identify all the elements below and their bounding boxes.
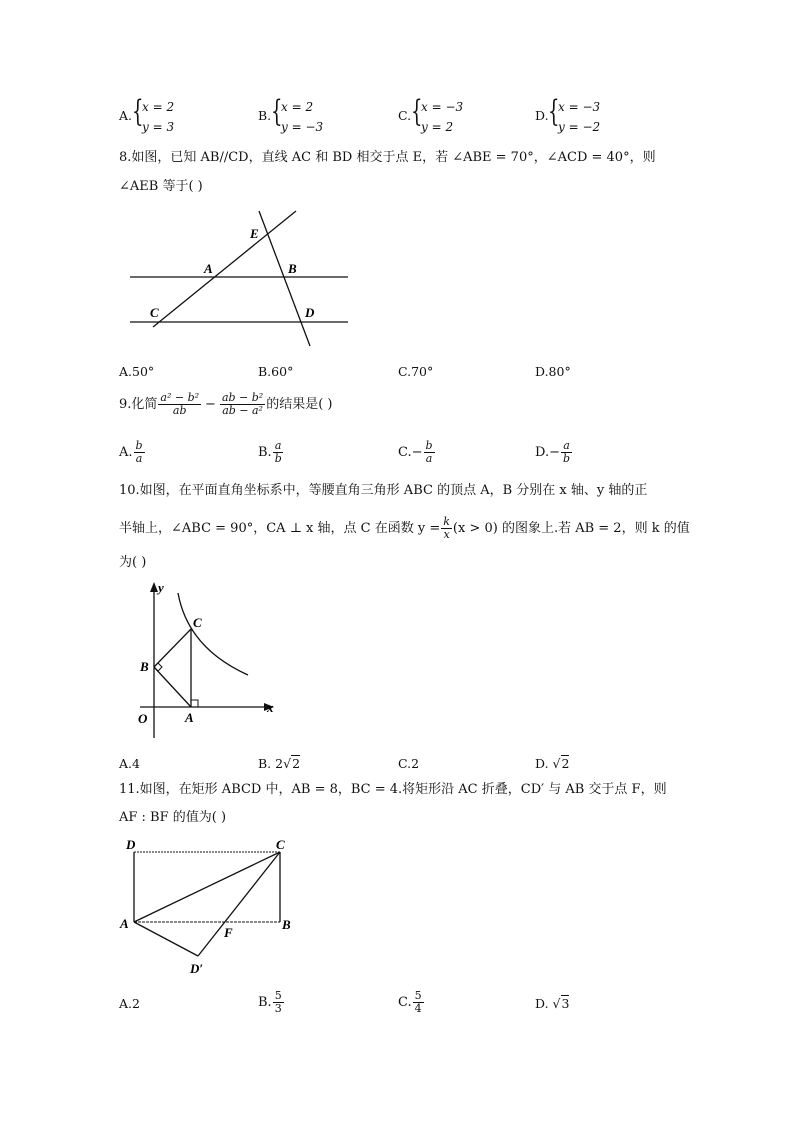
q9-option-c (398, 440, 436, 465)
label-c: C (193, 615, 202, 630)
q10-stem-line3: 为( ) (119, 555, 147, 570)
q9-prefix: 9.化简 (119, 396, 158, 412)
segment-ac (134, 852, 280, 922)
brace: { (271, 94, 283, 129)
q10-stem-line1: 10.如图，在平面直角坐标系中，等腰直角三角形 ABC 的顶点 A，B 分别在 x 轴、y 轴的正 (119, 483, 648, 498)
fraction-numerator: ab − b² (221, 391, 264, 404)
label-a: A (204, 261, 213, 276)
y-axis-arrow (150, 582, 158, 592)
eq-line: x = 2 (142, 100, 175, 114)
option-fraction (561, 440, 572, 465)
q11-option-b (258, 990, 285, 1015)
brace: { (132, 94, 144, 129)
q8-option-b: B.60° (258, 364, 294, 379)
option-text: D. (535, 996, 553, 1011)
sqrt-icon: √ (283, 756, 292, 771)
option-letter: A. (119, 444, 133, 460)
label-b: B (140, 659, 149, 674)
label-a: A (185, 710, 194, 725)
q11-option-d (535, 997, 569, 1011)
eq-line: x = −3 (421, 100, 464, 114)
q9-suffix: 的结果是( ) (266, 396, 333, 412)
segment-ad-prime (134, 922, 198, 956)
q10-k-over-x (441, 516, 452, 541)
q9-stem (119, 392, 333, 417)
q8-option-d: D.80° (535, 364, 571, 379)
q9-option-a (119, 440, 146, 465)
sqrt-icon: √ (552, 756, 561, 771)
fraction-denominator: ab (172, 404, 187, 417)
option-letter: B. (258, 994, 272, 1010)
fraction-denominator: a (135, 452, 143, 465)
q8-stem-line2: ∠AEB 等于( ) (119, 179, 203, 194)
q10-line2-part2: (x > 0) 的图象上.若 AB = 2，则 k 的值 (452, 520, 690, 536)
q11-stem-line1: 11.如图，在矩形 ABCD 中，AB = 8，BC = 4.将矩形沿 AC 折叠，CD′ 与 AB 交于点 F，则 (119, 782, 667, 797)
label-d: D (305, 305, 315, 320)
option-fraction (424, 440, 435, 465)
label-o: O (138, 711, 148, 726)
option-fraction (273, 990, 284, 1015)
q10-option-d (535, 757, 569, 771)
segment-bc (154, 629, 191, 667)
fraction-numerator: a (563, 439, 570, 452)
fraction-numerator: 5 (414, 989, 422, 1002)
q9-option-b (258, 440, 285, 465)
line-bd (259, 211, 310, 346)
q11-figure (118, 832, 308, 982)
q8-option-c: C.70° (398, 364, 434, 379)
q9-fraction-2 (220, 392, 265, 417)
fraction-numerator: 5 (274, 989, 282, 1002)
option-letter: C. (398, 994, 412, 1010)
eq-line: y = 2 (421, 120, 454, 134)
brace: { (548, 94, 560, 129)
option-letter: B. (258, 444, 272, 460)
label-b: B (282, 917, 291, 932)
line-ac (153, 211, 296, 327)
option-sign: − (411, 444, 423, 460)
fraction-denominator: b (563, 452, 571, 465)
q8-figure (120, 205, 360, 355)
label-a: A (120, 916, 129, 931)
label-c: C (150, 305, 159, 320)
fraction-numerator: k (443, 515, 450, 528)
fraction-denominator: ab − a² (222, 404, 263, 417)
right-angle-mark-b (154, 663, 162, 671)
fraction-denominator: a (425, 452, 433, 465)
q10-option-b (258, 757, 300, 771)
q10-line2-part1: 半轴上，∠ABC = 90°，CA ⊥ x 轴，点 C 在函数 y = (119, 520, 441, 536)
q11-option-a: A.2 (119, 996, 140, 1011)
segment-cd-prime (198, 852, 280, 956)
label-f: F (224, 925, 233, 940)
q8-option-a: A.50° (119, 364, 155, 379)
label-c: C (276, 837, 285, 852)
q10-option-a: A.4 (119, 756, 140, 771)
fraction-denominator: x (443, 528, 450, 541)
radicand: 3 (561, 996, 570, 1011)
fraction-denominator: b (274, 452, 282, 465)
q11-stem-line2: AF : BF 的值为( ) (119, 810, 227, 825)
fraction-denominator: 4 (414, 1002, 422, 1015)
eq-line: y = −2 (558, 120, 601, 134)
fraction-numerator: b (135, 439, 143, 452)
label-d-prime: D′ (190, 961, 204, 976)
label-b: B (288, 261, 297, 276)
eq-line: y = 3 (142, 120, 175, 134)
option-text: D. (535, 756, 553, 771)
eq-line: x = −3 (558, 100, 601, 114)
right-angle-mark-a (191, 700, 198, 707)
fraction-denominator: 3 (274, 1002, 282, 1015)
brace: { (411, 94, 423, 129)
q10-figure (130, 578, 290, 743)
segment-ab (154, 667, 191, 707)
q10-option-c: C.2 (398, 756, 420, 771)
q11-option-c (398, 990, 425, 1015)
label-y: y (158, 580, 164, 595)
eq-line: x = 2 (281, 100, 314, 114)
fraction-numerator: a² − b² (160, 391, 200, 404)
hyperbola-curve (178, 593, 248, 675)
fraction-numerator: b (425, 439, 433, 452)
radicand: 2 (561, 756, 570, 771)
q10-stem-line2 (119, 516, 690, 541)
option-letter: A. (119, 108, 133, 123)
option-letter: D. (535, 444, 550, 460)
label-d: D (126, 837, 136, 852)
option-letter: B. (258, 108, 272, 123)
option-letter: D. (535, 108, 549, 123)
label-x: x (267, 700, 274, 715)
label-e: E (250, 226, 259, 241)
q9-fraction-1 (158, 392, 201, 417)
option-text: B. 2 (258, 756, 284, 771)
option-letter: C. (398, 444, 412, 460)
q9-minus: − (205, 396, 216, 412)
option-sign: − (549, 444, 560, 460)
option-letter: C. (398, 108, 412, 123)
sqrt-icon: √ (552, 996, 561, 1011)
q9-option-d (535, 440, 573, 465)
q8-stem-line1: 8.如图，已知 AB//CD，直线 AC 和 BD 相交于点 E，若 ∠ABE = 70°，∠ACD = 40°，则 (119, 150, 656, 165)
fraction-numerator: a (274, 439, 282, 452)
radicand: 2 (292, 756, 301, 771)
option-fraction (134, 440, 145, 465)
option-fraction (273, 440, 284, 465)
option-fraction (413, 990, 424, 1015)
eq-line: y = −3 (281, 120, 324, 134)
